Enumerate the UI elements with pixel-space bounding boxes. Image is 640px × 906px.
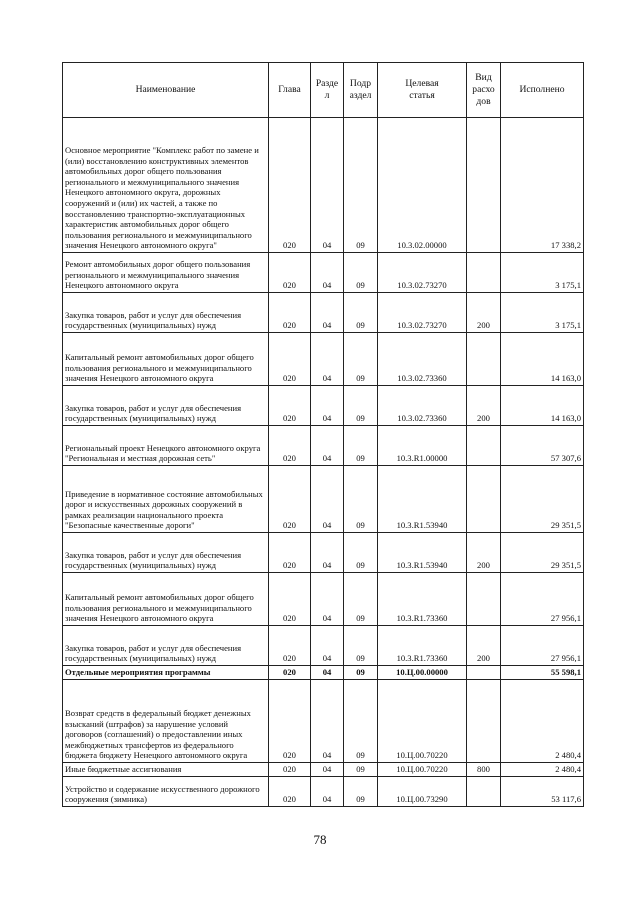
row-name: Региональный проект Ненецкого автономного округа "Региональная и местная дорожная сеть" (63, 426, 269, 466)
row-amount: 57 307,6 (501, 426, 584, 466)
table-row (63, 763, 584, 777)
row-podrazdel: 09 (344, 386, 378, 426)
row-glava: 020 (269, 777, 311, 807)
row-glava: 020 (269, 333, 311, 386)
table-row (63, 666, 584, 680)
table-row (63, 293, 584, 333)
row-vid (467, 426, 501, 466)
table-row (63, 573, 584, 626)
header-celevaya: Целевая статья (378, 63, 467, 118)
row-razdel: 04 (311, 253, 344, 293)
row-celevaya: 10.3.02.73270 (378, 293, 467, 333)
row-amount: 14 163,0 (501, 386, 584, 426)
row-vid (467, 466, 501, 533)
row-celevaya: 10.3.02.00000 (378, 118, 467, 253)
table-row (63, 333, 584, 386)
table-row (63, 253, 584, 293)
row-name: Закупка товаров, работ и услуг для обеспечения государственных (муниципальных) нужд (63, 626, 269, 666)
row-podrazdel: 09 (344, 253, 378, 293)
row-vid (467, 777, 501, 807)
row-name: Приведение в нормативное состояние автомобильных дорог и искусственных дорожных сооружений в рамках реализации национального проекта "Безопасные качественные дороги" (63, 466, 269, 533)
row-celevaya: 10.3.R1.73360 (378, 573, 467, 626)
header-glava: Глава (269, 63, 311, 118)
row-glava: 020 (269, 680, 311, 763)
row-glava: 020 (269, 573, 311, 626)
row-razdel: 04 (311, 533, 344, 573)
row-celevaya: 10.3.02.73270 (378, 253, 467, 293)
row-name: Иные бюджетные ассигнования (63, 763, 269, 777)
row-glava: 020 (269, 386, 311, 426)
row-name: Закупка товаров, работ и услуг для обеспечения государственных (муниципальных) нужд (63, 293, 269, 333)
row-amount: 14 163,0 (501, 333, 584, 386)
row-vid (467, 573, 501, 626)
row-celevaya: 10.Ц.00.73290 (378, 777, 467, 807)
table-row (63, 426, 584, 466)
row-vid: 200 (467, 533, 501, 573)
row-glava: 020 (269, 763, 311, 777)
row-celevaya: 10.3.R1.73360 (378, 626, 467, 666)
row-podrazdel: 09 (344, 626, 378, 666)
budget-table (62, 62, 584, 807)
row-razdel: 04 (311, 386, 344, 426)
row-vid (467, 333, 501, 386)
row-vid (467, 118, 501, 253)
row-name: Капитальный ремонт автомобильных дорог общего пользования регионального и межмуниципального значения Ненецкого автономного округа (63, 333, 269, 386)
row-amount: 3 175,1 (501, 253, 584, 293)
row-razdel: 04 (311, 573, 344, 626)
row-razdel: 04 (311, 293, 344, 333)
table-row (63, 386, 584, 426)
row-name: Капитальный ремонт автомобильных дорог общего пользования регионального и межмуниципального значения Ненецкого автономного округа (63, 573, 269, 626)
row-glava: 020 (269, 253, 311, 293)
row-celevaya: 10.3.R1.53940 (378, 466, 467, 533)
row-name: Основное мероприятие "Комплекс работ по замене и (или) восстановлению конструктивных элементов автомобильных дорог общего пользования регионального и межмуниципального значения Ненецкого автономного округа, дорожных сооружений и (или) их частей, а также по восстановлению транспортно-эксплуатационных характеристик автомобильных дорог общего пользования регионального и межмуниципального значения Ненецкого автономного округа" (63, 118, 269, 253)
row-name: Возврат средств в федеральный бюджет денежных взысканий (штрафов) за нарушение условий договоров (соглашений) о предоставлении иных межбюджетных трансфертов из федерального бюджета бюджету Ненецкого автономного округа (63, 680, 269, 763)
row-glava: 020 (269, 118, 311, 253)
table-row (63, 626, 584, 666)
table-row (63, 118, 584, 253)
row-razdel: 04 (311, 426, 344, 466)
row-amount: 27 956,1 (501, 626, 584, 666)
row-vid: 200 (467, 293, 501, 333)
row-glava: 020 (269, 533, 311, 573)
row-podrazdel: 09 (344, 777, 378, 807)
row-name: Отдельные мероприятия программы (63, 666, 269, 680)
row-razdel: 04 (311, 118, 344, 253)
table-row (63, 680, 584, 763)
row-razdel: 04 (311, 763, 344, 777)
row-glava: 020 (269, 293, 311, 333)
row-glava: 020 (269, 626, 311, 666)
row-razdel: 04 (311, 777, 344, 807)
row-podrazdel: 09 (344, 573, 378, 626)
row-celevaya: 10.3.02.73360 (378, 386, 467, 426)
row-celevaya: 10.Ц.00.00000 (378, 666, 467, 680)
header-podrazdel: Подр аздел (344, 63, 378, 118)
row-vid: 200 (467, 626, 501, 666)
row-amount: 55 598,1 (501, 666, 584, 680)
row-name: Устройство и содержание искусственного дорожного сооружения (зимника) (63, 777, 269, 807)
header-name: Наименование (63, 63, 269, 118)
row-razdel: 04 (311, 666, 344, 680)
row-vid (467, 666, 501, 680)
row-razdel: 04 (311, 626, 344, 666)
row-vid: 200 (467, 386, 501, 426)
row-celevaya: 10.3.02.73360 (378, 333, 467, 386)
row-glava: 020 (269, 666, 311, 680)
row-amount: 2 480,4 (501, 680, 584, 763)
table-row (63, 466, 584, 533)
row-celevaya: 10.3.R1.00000 (378, 426, 467, 466)
row-amount: 3 175,1 (501, 293, 584, 333)
row-glava: 020 (269, 466, 311, 533)
row-podrazdel: 09 (344, 293, 378, 333)
table-row (63, 533, 584, 573)
row-podrazdel: 09 (344, 118, 378, 253)
header-razdel: Разде л (311, 63, 344, 118)
header-row (63, 63, 584, 118)
row-podrazdel: 09 (344, 333, 378, 386)
row-razdel: 04 (311, 466, 344, 533)
row-amount: 17 338,2 (501, 118, 584, 253)
row-amount: 29 351,5 (501, 533, 584, 573)
header-vid: Вид расхо дов (467, 63, 501, 118)
row-amount: 27 956,1 (501, 573, 584, 626)
row-podrazdel: 09 (344, 763, 378, 777)
row-name: Ремонт автомобильных дорог общего пользования регионального и межмуниципального значения Ненецкого автономного округа (63, 253, 269, 293)
row-celevaya: 10.3.R1.53940 (378, 533, 467, 573)
row-glava: 020 (269, 426, 311, 466)
row-podrazdel: 09 (344, 426, 378, 466)
row-amount: 2 480,4 (501, 763, 584, 777)
row-razdel: 04 (311, 680, 344, 763)
row-podrazdel: 09 (344, 666, 378, 680)
row-amount: 53 117,6 (501, 777, 584, 807)
row-amount: 29 351,5 (501, 466, 584, 533)
row-vid (467, 680, 501, 763)
row-podrazdel: 09 (344, 680, 378, 763)
page-number: 78 (313, 832, 327, 847)
row-podrazdel: 09 (344, 466, 378, 533)
row-vid (467, 253, 501, 293)
row-celevaya: 10.Ц.00.70220 (378, 763, 467, 777)
row-podrazdel: 09 (344, 533, 378, 573)
table-row (63, 777, 584, 807)
row-name: Закупка товаров, работ и услуг для обеспечения государственных (муниципальных) нужд (63, 386, 269, 426)
table-body (63, 118, 584, 807)
row-name: Закупка товаров, работ и услуг для обеспечения государственных (муниципальных) нужд (63, 533, 269, 573)
header-ispolneno: Исполнено (501, 63, 584, 118)
row-razdel: 04 (311, 333, 344, 386)
row-vid: 800 (467, 763, 501, 777)
row-celevaya: 10.Ц.00.70220 (378, 680, 467, 763)
